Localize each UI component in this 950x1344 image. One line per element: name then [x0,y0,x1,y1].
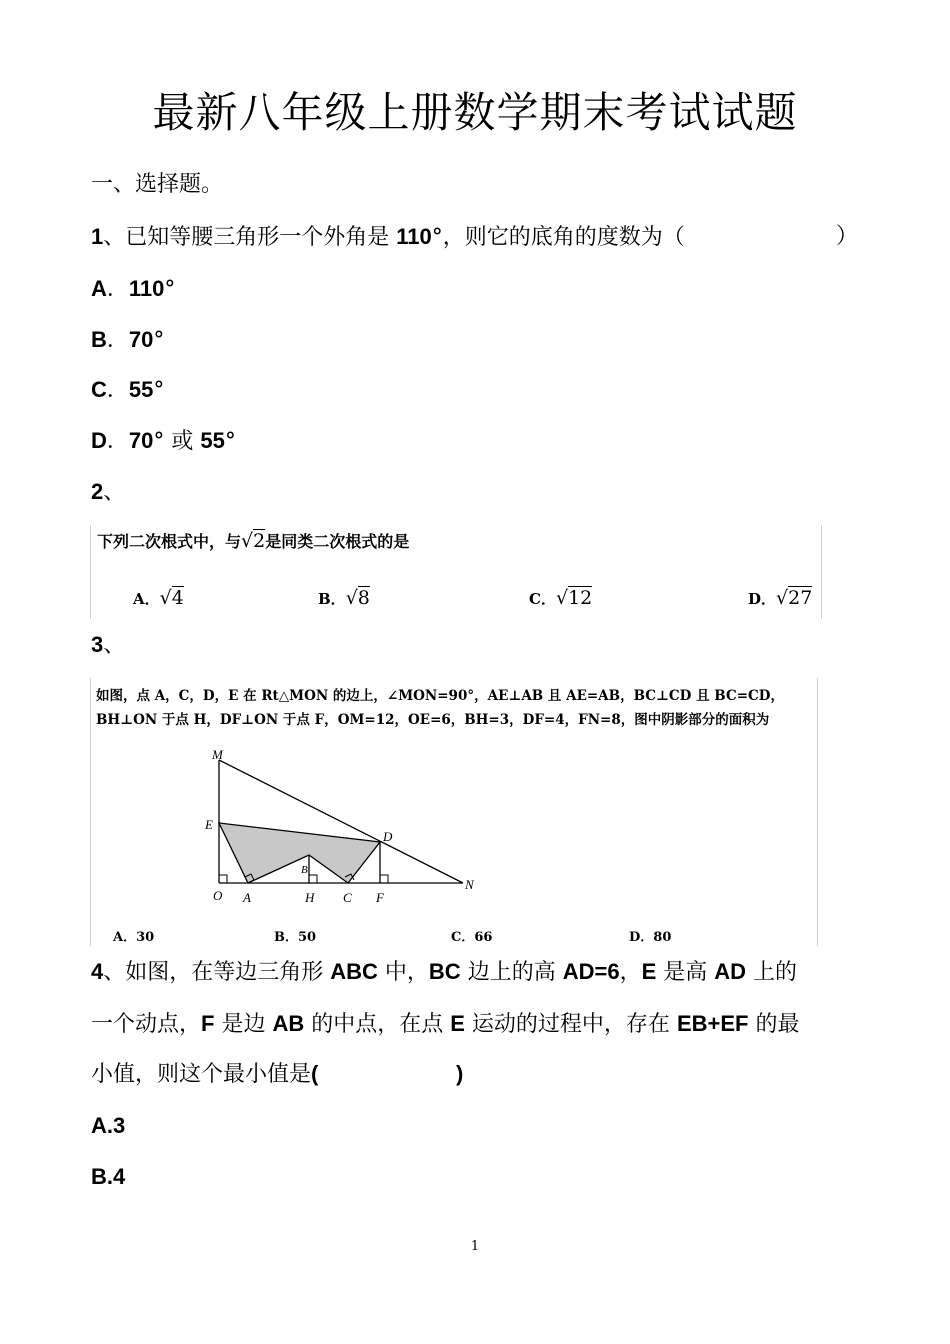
q1-option-b: B．70° [91,327,165,353]
label-b: B [301,864,308,876]
question-2-prompt: 下列二次根式中，与√2是同类二次根式的是 [97,530,410,552]
label-f: F [376,890,384,905]
q2-option-c: C．√12 [529,587,593,609]
q1-option-c: C．55° [91,377,165,403]
right-angle-f [380,875,388,883]
question-1-close-paren: ） [836,224,859,249]
right-angle-h [309,875,317,883]
section-heading: 一、选择题。 [91,172,224,197]
q3-option-c: C．66 [451,930,493,945]
question-3-line-2: BH⊥ON 于点 H，DF⊥ON 于点 F，OM=12，OE=6，BH=3，DF=4，FN=8，图中阴影部分的面积为 [96,712,770,728]
question-3-line-1: 如图，点 A，C，D，E 在 Rt△MON 的边上，∠MON=90°，AE⊥AB 且 AE=AB，BC⊥CD 且 BC=CD， [96,688,784,704]
label-n: N [465,877,474,892]
label-a: A [243,890,251,905]
question-3-image [90,678,818,946]
question-1 [91,222,685,253]
shaded-region [219,823,380,883]
question-1-text-a: 、已知等腰三角形一个外角是 [103,225,397,250]
q3-option-b: B．50 [274,930,317,945]
label-o: O [213,888,223,903]
q4-option-b: B.4 [91,1164,126,1189]
label-h: H [305,890,315,905]
label-m: M [212,747,223,762]
question-2-number: 2 [91,479,104,504]
question-3: 3、 [91,632,126,658]
page-title: 最新八年级上册数学期末考试试题 [152,88,798,137]
question-1-text-b: °，则它的底角的度数为（ [431,225,685,250]
right-angle-o [219,875,227,883]
question-3-number: 3 [91,632,104,657]
question-2: 2、 [91,479,126,505]
question-4-line-2: 一个动点，F 是边 AB 的中点，在点 E 运动的过程中，存在 EB+EF 的最 [91,1011,800,1037]
q2-option-b: B．√8 [318,587,370,609]
q4-option-a: A.3 [91,1113,126,1138]
q3-option-a: A．30 [113,930,155,945]
question-1-value: 110 [396,224,432,249]
label-c: C [343,890,352,905]
question-4-line-1: 4、如图，在等边三角形 ABC 中，BC 边上的高 AD=6，E 是高 AD 上的 [91,959,798,985]
geometry-figure [91,678,817,946]
question-4-line-3: 小值，则这个最小值是( [91,1061,319,1087]
label-d: D [383,829,393,844]
q3-option-d: D．80 [629,930,672,945]
question-4-close-paren: ) [456,1061,464,1086]
page-number: 1 [470,1239,480,1254]
sqrt-symbol: √2 [241,530,266,552]
question-1-number: 1 [91,224,104,249]
q1-option-a: A．110° [91,276,176,302]
question-2-image [90,525,822,619]
q2-option-a: A．√4 [133,587,184,609]
q2-option-d: D．√27 [748,587,813,609]
label-e: E [205,817,213,832]
q1-option-d: D．70° 或 55° [91,428,236,454]
